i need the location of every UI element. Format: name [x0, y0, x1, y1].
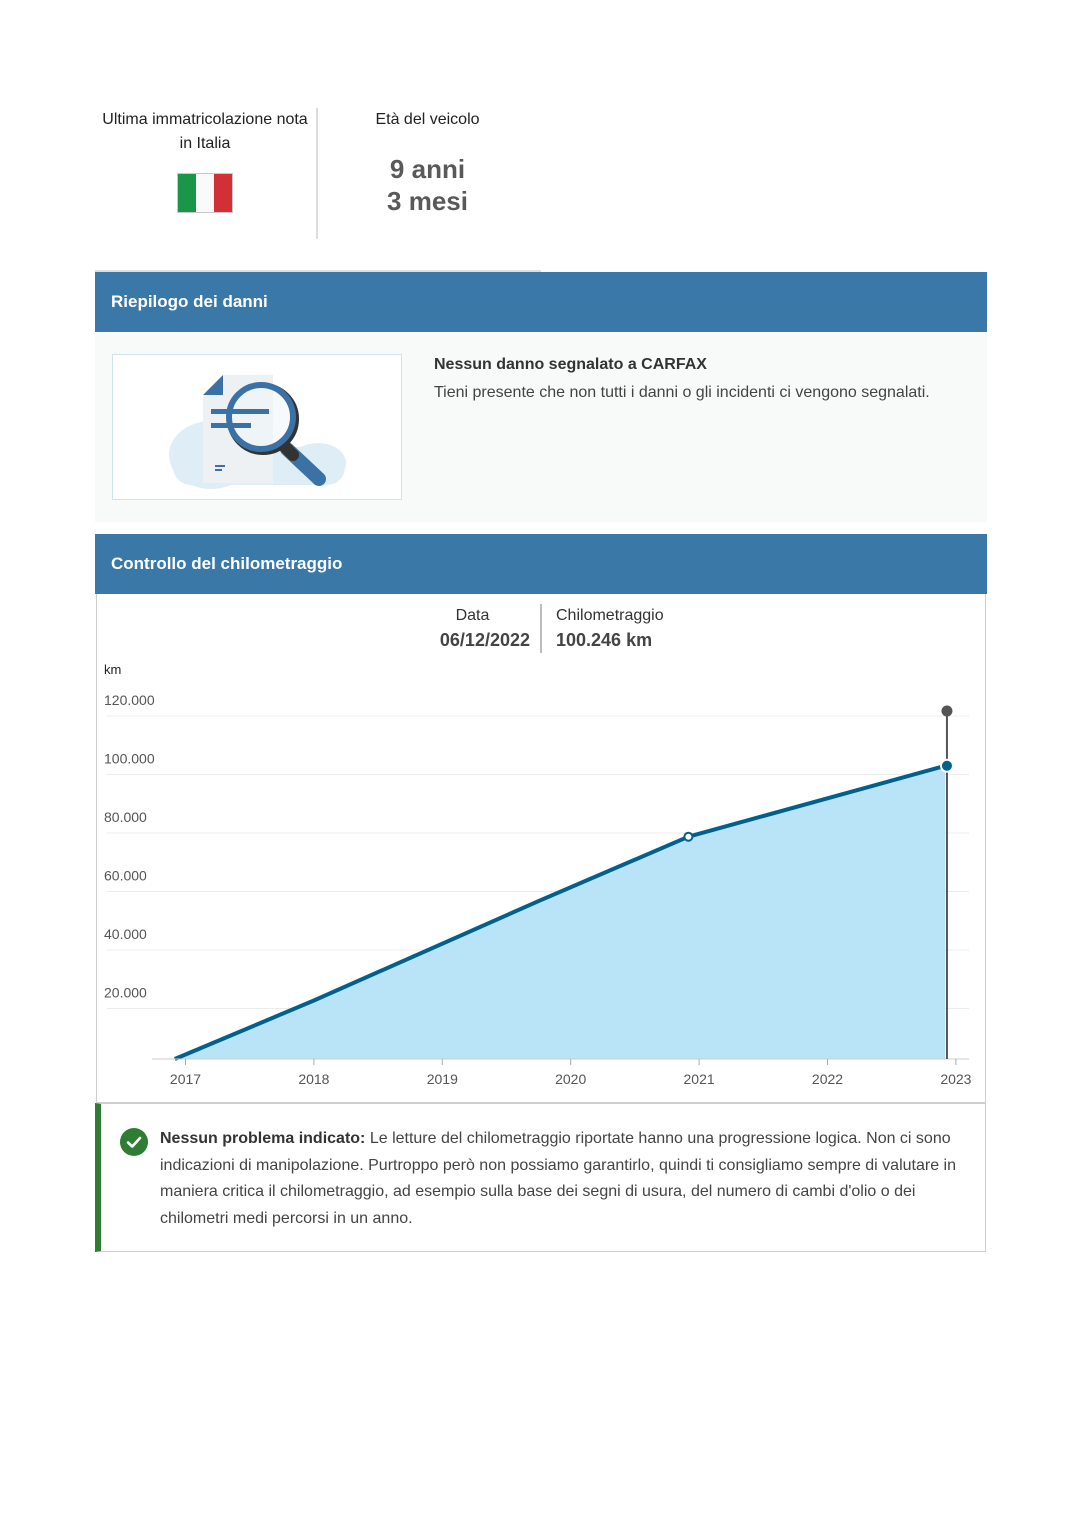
- damage-title: Nessun danno segnalato a CARFAX: [434, 356, 707, 373]
- x-tick-label: 2020: [555, 1071, 587, 1087]
- age-months: 3 mesi: [387, 186, 468, 216]
- damage-section-header: Riepilogo dei danni: [95, 272, 987, 332]
- damage-section-body: [95, 332, 987, 522]
- cursor-handle[interactable]: [941, 706, 952, 717]
- mileage-value: 100.246 km: [556, 630, 653, 650]
- y-tick-label: 80.000: [104, 809, 147, 825]
- check-icon: [120, 1128, 148, 1156]
- mileage-chart[interactable]: [97, 594, 985, 1102]
- y-tick-label: 60.000: [104, 867, 147, 884]
- note-bold: Nessun problema indicato:: [160, 1130, 366, 1147]
- damage-text: Tieni presente che non tutti i danni o gli incidenti ci vengono segnalati.: [434, 384, 930, 401]
- selected-data-point[interactable]: [941, 760, 953, 772]
- y-tick-label: 120.000: [104, 692, 155, 708]
- registration-label: Ultima immatricolazione nota in Italia: [102, 111, 308, 152]
- x-tick-label: 2023: [940, 1071, 972, 1087]
- age-value: [325, 153, 530, 217]
- data-point[interactable]: [684, 833, 692, 841]
- note-body: Le letture del chilometraggio riportate hanno una progressione logica. Non ci sono indicazioni di manipolazione. Purtroppo però non possiamo garantirlo, quindi ti consigliamo sempre di valutare in maniera critica il chilometraggio, ad esempio sulla base dei segni di usura, del numero di cambi d'olio o dei chilometri medi percorsi in un anno.: [160, 1130, 956, 1227]
- vehicle-summary: [95, 108, 545, 240]
- x-tick-label: 2018: [298, 1071, 330, 1087]
- registration-info: [95, 108, 315, 213]
- age-years: 9 anni: [389, 154, 466, 184]
- document-search-illustration: [112, 354, 402, 500]
- age-label: Età del veicolo: [375, 111, 480, 128]
- x-tick-label: 2019: [426, 1071, 458, 1087]
- mileage-area: [175, 766, 945, 1059]
- mileage-chart-panel: [96, 594, 986, 1103]
- italy-flag-icon: [177, 173, 233, 213]
- note-text: [160, 1126, 975, 1232]
- x-tick-label: 2022: [811, 1071, 844, 1087]
- y-tick-label: 20.000: [104, 984, 147, 1001]
- date-value: 06/12/2022: [439, 630, 530, 650]
- mileage-label: Chilometraggio: [556, 607, 664, 624]
- y-tick-label: 100.000: [104, 750, 155, 767]
- x-tick-label: 2017: [169, 1071, 202, 1087]
- y-axis-label: km: [104, 662, 122, 677]
- divider: [316, 108, 318, 239]
- vehicle-age: [325, 108, 530, 217]
- mileage-section-header: Controllo del chilometraggio: [95, 534, 987, 594]
- x-tick-label: 2021: [683, 1071, 715, 1087]
- mileage-check-note: [95, 1103, 986, 1252]
- date-label: Data: [455, 607, 490, 624]
- y-tick-label: 40.000: [104, 926, 147, 942]
